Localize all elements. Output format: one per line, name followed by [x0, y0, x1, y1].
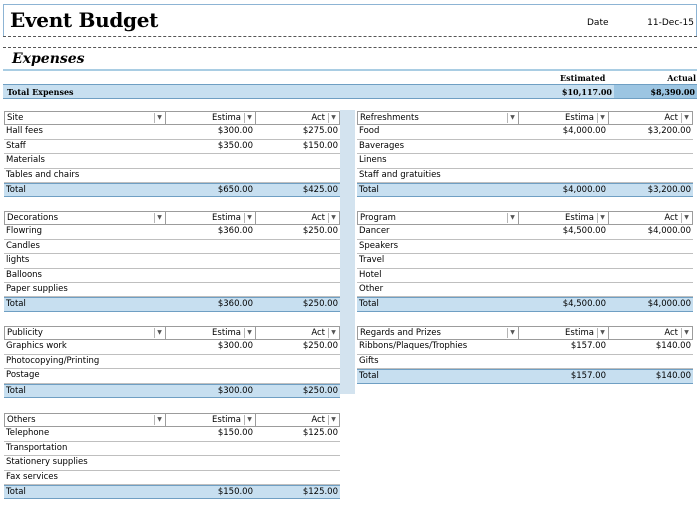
total-label: Total: [6, 184, 26, 195]
header-estimated-cell: [166, 112, 256, 124]
publicity-table: [4, 326, 340, 398]
header-estimated-cell: [166, 414, 256, 426]
header-estimated-cell: [166, 327, 256, 339]
total-label: Total: [359, 184, 379, 195]
header-estimated: Estima: [565, 328, 594, 338]
header-actual: Act: [311, 213, 325, 223]
item-actual[interactable]: $275.00: [302, 126, 338, 137]
header-category-cell: [5, 414, 166, 426]
estimated-column-header: Estimated: [560, 73, 606, 83]
total-actual[interactable]: $4,000.00: [647, 299, 691, 310]
filter-dropdown-icon[interactable]: ▼: [154, 113, 164, 123]
total-actual[interactable]: $250.00: [302, 299, 338, 310]
total-estimated[interactable]: $650.00: [217, 184, 253, 195]
table-header-row: [4, 413, 340, 427]
item-estimated[interactable]: $300.00: [217, 126, 253, 137]
item-label[interactable]: Dancer: [359, 226, 390, 237]
table-row: [357, 340, 693, 354]
header-actual-cell: [609, 212, 693, 224]
header-category-cell: [358, 212, 519, 224]
item-label[interactable]: Transportation: [6, 442, 68, 453]
table-row: [357, 140, 693, 154]
header-estimated: Estima: [212, 415, 241, 425]
header-estimated: Estima: [212, 213, 241, 223]
header-category-cell: [358, 327, 519, 339]
filter-dropdown-icon[interactable]: ▼: [154, 328, 164, 338]
header-estimated-cell: [166, 212, 256, 224]
date-label: Date: [587, 18, 609, 28]
item-estimated[interactable]: $4,500.00: [562, 226, 606, 237]
item-label[interactable]: Materials: [6, 155, 45, 166]
header-actual-cell: [256, 212, 340, 224]
total-estimated[interactable]: $150.00: [217, 486, 253, 497]
filter-dropdown-icon[interactable]: ▼: [507, 328, 517, 338]
header-category-cell: [5, 327, 166, 339]
header-category: Refreshments: [360, 113, 419, 123]
total-expenses-row: [3, 84, 697, 99]
item-label[interactable]: Food: [359, 126, 380, 137]
filter-dropdown-icon[interactable]: ▼: [154, 213, 164, 223]
dashed-divider: [3, 47, 697, 48]
total-estimated[interactable]: $157.00: [570, 371, 606, 382]
table-row: [4, 254, 340, 268]
item-label[interactable]: Travel: [359, 255, 385, 266]
program-table: [357, 211, 693, 312]
item-label[interactable]: Speakers: [359, 240, 399, 251]
item-label[interactable]: Candles: [6, 240, 40, 251]
table-row: [4, 369, 340, 383]
item-label[interactable]: Ribbons/Plaques/Trophies: [359, 341, 468, 352]
filter-dropdown-icon[interactable]: ▼: [597, 213, 607, 223]
filter-dropdown-icon[interactable]: ▼: [244, 213, 254, 223]
table-row: [4, 225, 340, 239]
table-row: [4, 269, 340, 283]
table-header-row: [357, 211, 693, 225]
header-category: Decorations: [7, 213, 59, 223]
item-label[interactable]: Hotel: [359, 269, 382, 280]
total-actual[interactable]: $125.00: [302, 486, 338, 497]
site-table: [4, 111, 340, 197]
header-actual: Act: [664, 213, 678, 223]
table-row: [4, 240, 340, 254]
header-actual: Act: [311, 113, 325, 123]
table-row: [4, 471, 340, 485]
total-expenses-estimated[interactable]: $10,117.00: [561, 87, 612, 97]
item-estimated[interactable]: $157.00: [570, 341, 606, 352]
filter-dropdown-icon[interactable]: ▼: [328, 328, 338, 338]
item-label[interactable]: Stationery supplies: [6, 457, 88, 468]
filter-dropdown-icon[interactable]: ▼: [681, 213, 691, 223]
filter-dropdown-icon[interactable]: ▼: [328, 415, 338, 425]
item-label[interactable]: Other: [359, 283, 384, 294]
table-row: [4, 340, 340, 354]
table-row: [4, 125, 340, 139]
table-header-row: [4, 111, 340, 125]
header-actual: Act: [664, 113, 678, 123]
filter-dropdown-icon[interactable]: ▼: [507, 213, 517, 223]
total-actual[interactable]: $140.00: [655, 371, 691, 382]
dashed-divider: [3, 36, 697, 37]
filter-dropdown-icon[interactable]: ▼: [597, 328, 607, 338]
header-estimated: Estima: [212, 113, 241, 123]
accent-bar: [3, 69, 697, 71]
header-estimated-cell: [519, 112, 609, 124]
table-row: [4, 140, 340, 154]
table-row: [357, 355, 693, 369]
table-row: [357, 240, 693, 254]
header-actual-cell: [256, 414, 340, 426]
total-label: Total: [359, 299, 379, 310]
item-label[interactable]: Flowring: [6, 226, 43, 237]
table-row: [4, 442, 340, 456]
header-category: Program: [360, 213, 396, 223]
table-header-row: [4, 326, 340, 340]
filter-dropdown-icon[interactable]: ▼: [328, 113, 338, 123]
header-actual: Act: [311, 328, 325, 338]
total-label: Total: [6, 299, 26, 310]
item-actual[interactable]: $250.00: [302, 341, 338, 352]
table-row: [4, 355, 340, 369]
item-actual[interactable]: $4,000.00: [647, 226, 691, 237]
filter-dropdown-icon[interactable]: ▼: [328, 213, 338, 223]
total-label: Total: [6, 486, 26, 497]
filter-dropdown-icon[interactable]: ▼: [597, 113, 607, 123]
table-row: [4, 283, 340, 297]
item-label[interactable]: Tables and chairs: [6, 169, 80, 180]
total-estimated[interactable]: $360.00: [217, 299, 253, 310]
table-row: [357, 269, 693, 283]
table-row: [357, 154, 693, 168]
table-header-row: [4, 211, 340, 225]
table-row: [357, 125, 693, 139]
table-row: [357, 254, 693, 268]
item-label[interactable]: lights: [6, 255, 30, 266]
item-label[interactable]: Graphics work: [6, 341, 67, 352]
total-actual[interactable]: $3,200.00: [647, 184, 691, 195]
table-row: [4, 169, 340, 183]
others-table: [4, 413, 340, 499]
item-label[interactable]: Hall fees: [6, 126, 43, 137]
header-estimated-cell: [519, 327, 609, 339]
total-estimated[interactable]: $4,000.00: [562, 184, 606, 195]
header-estimated: Estima: [565, 213, 594, 223]
item-estimated[interactable]: $360.00: [217, 226, 253, 237]
sheet-header: [3, 4, 697, 36]
column-divider: [340, 110, 355, 394]
total-actual[interactable]: $425.00: [302, 184, 338, 195]
total-estimated[interactable]: $300.00: [217, 385, 253, 396]
item-estimated[interactable]: $300.00: [217, 341, 253, 352]
item-actual[interactable]: $125.00: [302, 428, 338, 439]
decorations-table: [4, 211, 340, 312]
total-expenses-actual[interactable]: $8,390.00: [614, 85, 697, 98]
table-total-row: [4, 297, 340, 311]
item-label[interactable]: Postage: [6, 370, 40, 381]
filter-dropdown-icon[interactable]: ▼: [681, 328, 691, 338]
total-actual[interactable]: $250.00: [302, 385, 338, 396]
item-actual[interactable]: $150.00: [302, 140, 338, 151]
item-label[interactable]: Fax services: [6, 471, 58, 482]
header-category: Publicity: [7, 328, 43, 338]
item-estimated[interactable]: $350.00: [217, 140, 253, 151]
item-label[interactable]: Balloons: [6, 269, 42, 280]
table-row: [4, 427, 340, 441]
item-label[interactable]: Baverages: [359, 140, 405, 151]
header-category-cell: [5, 112, 166, 124]
table-header-row: [357, 326, 693, 340]
filter-dropdown-icon[interactable]: ▼: [244, 328, 254, 338]
table-total-row: [357, 183, 693, 197]
table-row: [357, 225, 693, 239]
actual-column-header: Actual: [667, 73, 696, 83]
table-row: [4, 154, 340, 168]
refreshments-table: [357, 111, 693, 197]
header-category: Site: [7, 113, 24, 123]
header-category-cell: [5, 212, 166, 224]
section-title: Expenses: [12, 51, 85, 67]
item-label[interactable]: Staff and gratuities: [359, 169, 441, 180]
total-expenses-label: Total Expenses: [7, 87, 74, 97]
table-total-row: [4, 183, 340, 197]
item-label[interactable]: Linens: [359, 155, 387, 166]
header-estimated: Estima: [565, 113, 594, 123]
header-actual: Act: [311, 415, 325, 425]
header-estimated-cell: [519, 212, 609, 224]
item-label[interactable]: Paper supplies: [6, 283, 68, 294]
table-row: [357, 169, 693, 183]
total-label: Total: [359, 371, 379, 382]
item-label[interactable]: Gifts: [359, 355, 379, 366]
item-label[interactable]: Staff: [6, 140, 26, 151]
header-estimated: Estima: [212, 328, 241, 338]
item-actual[interactable]: $250.00: [302, 226, 338, 237]
table-row: [357, 283, 693, 297]
total-label: Total: [6, 385, 26, 396]
date-value[interactable]: 11-Dec-15: [647, 18, 694, 28]
regards-table: [357, 326, 693, 384]
filter-dropdown-icon[interactable]: ▼: [244, 113, 254, 123]
header-actual-cell: [256, 112, 340, 124]
header-actual-cell: [256, 327, 340, 339]
table-row: [4, 456, 340, 470]
table-total-row: [4, 384, 340, 398]
item-label[interactable]: Telephone: [6, 428, 50, 439]
item-actual[interactable]: $3,200.00: [647, 126, 691, 137]
item-label[interactable]: Photocopying/Printing: [6, 355, 100, 366]
filter-dropdown-icon[interactable]: ▼: [154, 415, 164, 425]
header-category-cell: [358, 112, 519, 124]
item-estimated[interactable]: $4,000.00: [562, 126, 606, 137]
header-actual: Act: [664, 328, 678, 338]
filter-dropdown-icon[interactable]: ▼: [244, 415, 254, 425]
page-title: Event Budget: [10, 8, 159, 32]
header-actual-cell: [609, 112, 693, 124]
filter-dropdown-icon[interactable]: ▼: [681, 113, 691, 123]
item-estimated[interactable]: $150.00: [217, 428, 253, 439]
item-actual[interactable]: $140.00: [655, 341, 691, 352]
table-total-row: [357, 369, 693, 383]
table-total-row: [4, 485, 340, 499]
table-total-row: [357, 297, 693, 311]
header-category: Regards and Prizes: [360, 328, 441, 338]
header-actual-cell: [609, 327, 693, 339]
header-category: Others: [7, 415, 36, 425]
table-header-row: [357, 111, 693, 125]
filter-dropdown-icon[interactable]: ▼: [507, 113, 517, 123]
total-estimated[interactable]: $4,500.00: [562, 299, 606, 310]
